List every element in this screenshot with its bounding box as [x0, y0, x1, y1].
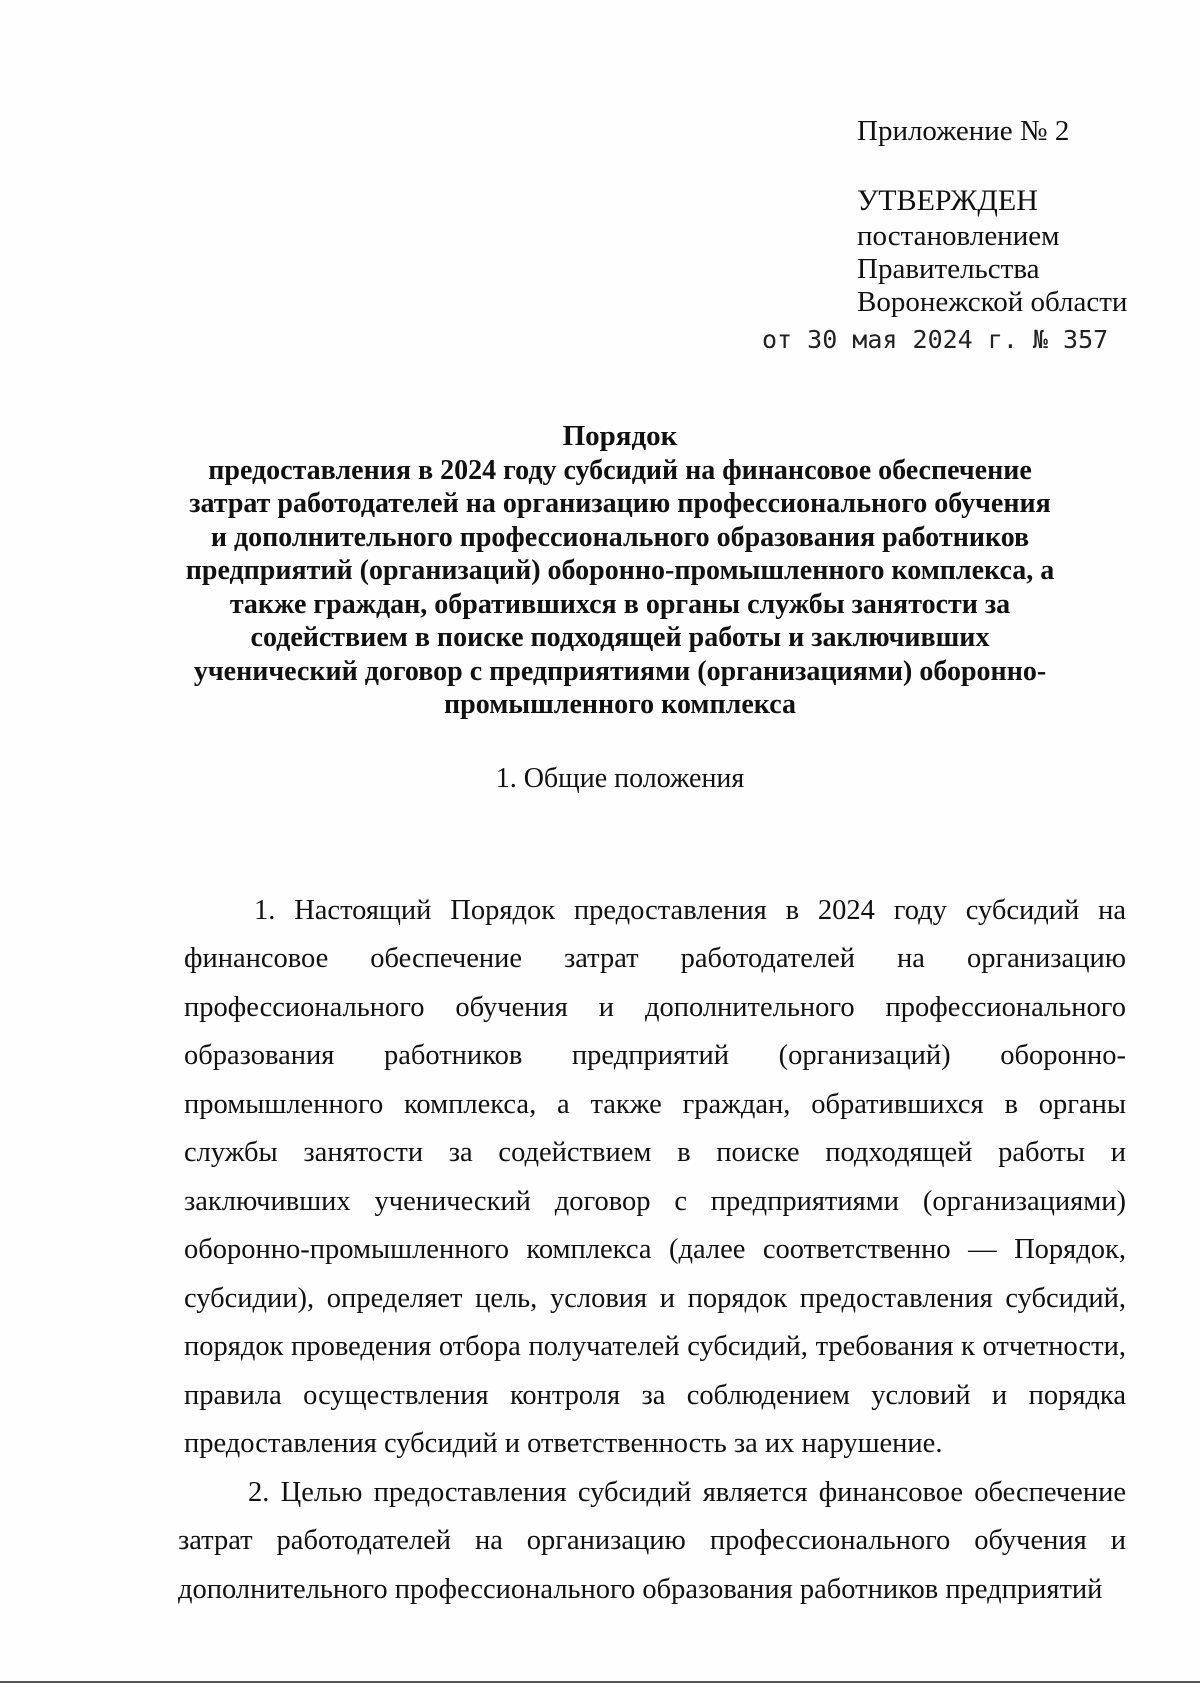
appendix-label: Приложение № 2: [857, 115, 1070, 147]
approval-line: Воронежской области: [857, 286, 1128, 318]
decree-date: от 30 мая 2024 г. № 357: [762, 325, 1109, 354]
paragraph-2: 2. Целью предоставления субсидий является финансовое обеспечение затрат работодателей на организацию профессионального обучения и дополнительного профессионального образования работников предприятий: [178, 1476, 1126, 1605]
page-bottom-rule: [0, 1681, 1200, 1683]
approval-line: Правительства: [857, 253, 1040, 285]
approval-block: [857, 182, 1127, 319]
section-heading: 1. Общие положения: [495, 763, 745, 794]
title-text: предоставления в 2024 году субсидий на финансовое обеспечение затрат работодателей на организацию профессионального обучения и дополнительного профессионального образования работников предприятий (организаций) оборонно-промышленного комплекса, а также граждан, обратившихся в органы службы занятости за содействием в поиске подходящей работы и заключивших ученический договор с предприятиями (организациями) оборонно-промышленного комплекса: [185, 454, 1055, 720]
title-word: Порядок: [562, 420, 678, 452]
approval-line: постановлением: [857, 220, 1060, 252]
approval-stamp-word: УТВЕРЖДЕН: [857, 184, 1038, 217]
document-title: [180, 420, 1060, 722]
paragraph-1: 1. Настоящий Порядок предоставления в 2024 году субсидий на финансовое обеспечение затрат работодателей на организацию профессионального обучения и дополнительного профессионального образования работников предприятий (организаций) оборонно-промышленного комплекса, а также граждан, обратившихся в органы службы занятости за содействием в поиске подходящей работы и заключивших ученический договор с предприятиями (организациями) оборонно-промышленного комплекса (далее соответственно — Порядок, субсидии), определяет цель, условия и порядок предоставления субсидий, порядок проведения отбора получателей субсидий, требования к отчетности, правила осуществления контроля за соблюдением условий и порядка предоставления субсидий и ответственность за их нарушение.: [184, 894, 1126, 1459]
